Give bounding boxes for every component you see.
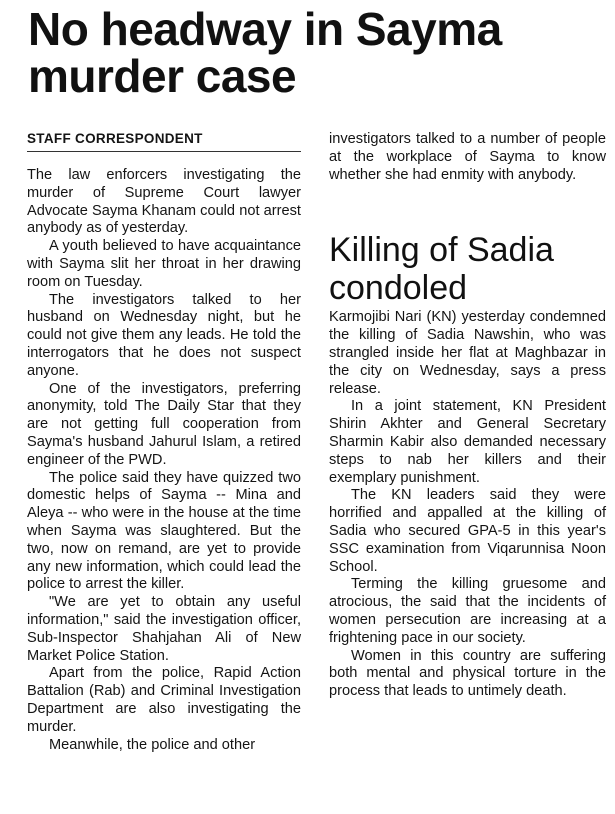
article-paragraph: Terming the killing gruesome and atrocious, the said that the incidents of women persecution are increasing at a frightening pace in our society. bbox=[329, 576, 606, 646]
left-column bbox=[27, 131, 301, 754]
article-paragraph: The investigators talked to her husband on Wednesday night, but he could not give them any leads. He told the interrogators that he does not suspect anyone. bbox=[27, 291, 301, 379]
second-article-headline: Killing of Sadia condoled bbox=[329, 231, 554, 308]
byline: STAFF CORRESPONDENT bbox=[27, 131, 301, 152]
article-paragraph: The KN leaders said they were horrified and appalled at the killing of Sadia who secured GPA-5 in this year's SSC examination from Viqarunnisa Noon School. bbox=[329, 487, 606, 575]
second-article-body bbox=[329, 309, 606, 701]
article-paragraph: Women in this country are suffering both mental and physical torture in the process that leads to untimely death. bbox=[329, 647, 606, 700]
article-headline: No headway in Sayma murder case bbox=[28, 3, 502, 102]
article-paragraph: A youth believed to have acquaintance with Sayma slit her throat in her drawing room on Tuesday. bbox=[27, 238, 301, 290]
article-continuation bbox=[329, 131, 606, 184]
article-body bbox=[27, 167, 301, 754]
article-paragraph: investigators talked to a number of people at the workplace of Sayma to know whether she had enmity with anybody. bbox=[329, 131, 606, 183]
article-paragraph: Meanwhile, the police and other bbox=[49, 736, 256, 753]
article-paragraph: In a joint statement, KN President Shirin Akhter and General Secretary Sharmin Kabir also demanded necessary steps to nab her killers and their exemplary punishment. bbox=[329, 398, 606, 486]
article-paragraph: The law enforcers investigating the murder of Supreme Court lawyer Advocate Sayma Khanam could not arrest anybody as of yesterday. bbox=[27, 167, 301, 237]
article-paragraph: "We are yet to obtain any useful information," said the investigation officer, Sub-Inspector Shahjahan Ali of New Market Police Station. bbox=[27, 594, 301, 664]
article-paragraph: One of the investigators, preferring anonymity, told The Daily Star that they are not getting full cooperation from Sayma's husband Jahurul Islam, a retired engineer of the PWD. bbox=[27, 380, 301, 468]
article-paragraph: The police said they have quizzed two domestic helps of Sayma -- Mina and Aleya -- who were in the house at the time when Sayma was slaughtered. But the two, now on remand, are yet to provide any new information, which could lead the police to arrest the killer. bbox=[27, 469, 301, 593]
right-column bbox=[329, 131, 606, 701]
article-paragraph: Karmojibi Nari (KN) yesterday condemned the killing of Sadia Nawshin, who was strangled inside her flat at Maghbazar in the city on Wednesday, says a press release. bbox=[329, 309, 606, 397]
article-paragraph: Apart from the police, Rapid Action Battalion (Rab) and Criminal Investigation Department are also investigating the murder. bbox=[27, 665, 301, 735]
